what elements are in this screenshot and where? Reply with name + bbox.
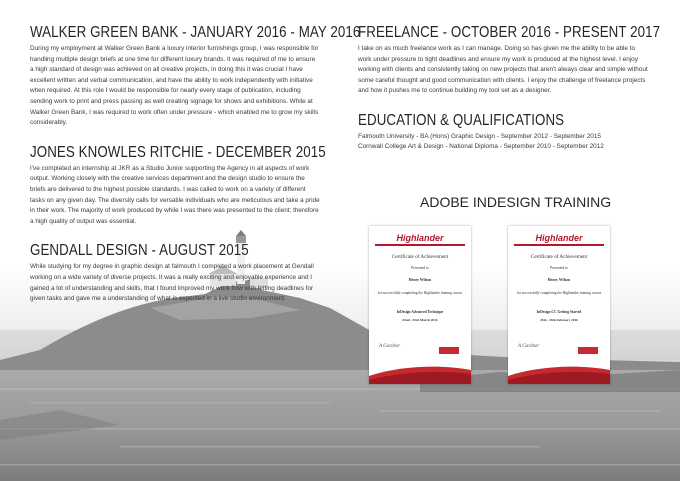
section-freelance xyxy=(358,24,661,97)
highlander-logo: Highlander xyxy=(535,233,583,243)
section-gendall-design xyxy=(30,242,320,304)
red-swoosh-decoration xyxy=(369,362,471,384)
course-name: InDesign Advanced Technique xyxy=(396,310,444,314)
education-item: Falmouth University - BA (Hons) Graphic Design - September 2012 - September 2015 xyxy=(358,132,601,140)
education-item: Cornwall College Art & Design - National Diploma - September 2010 - September 2012 xyxy=(358,143,604,151)
highlander-logo: Highlander xyxy=(396,233,444,243)
completion-text: for successfully completing the Highlander training course xyxy=(516,291,602,295)
accreditation-stamp xyxy=(439,347,459,354)
signature: A Gardner xyxy=(518,344,540,349)
logo-underline xyxy=(514,244,604,246)
course-date: 02nd - 03rd March 2016 xyxy=(402,318,438,322)
section-education xyxy=(358,112,650,153)
certificate-advanced xyxy=(369,226,471,384)
section-title: GENDALL DESIGN - AUGUST 2015 xyxy=(30,242,249,260)
left-column xyxy=(30,24,361,320)
section-body: I've completed an internship at JKR as a Studio Junior supporting the Agency in all aspects of work output. Working closely with the creative services department and the design studio to ensure the briefs are delivered to the highest possible standards. I was called to work on a variety of different tasks on any given day. The diversity calls for versatile individuals who are meticulous and take a pride in their work. The majority of work produced by while I was there was presented to the client; therefore a high quality of output was essential. xyxy=(30,164,320,225)
accreditation-stamp xyxy=(578,347,598,354)
course-date: 25th - 26th February 2016 xyxy=(540,318,578,322)
presented-to: Presented to xyxy=(550,266,568,270)
right-column xyxy=(358,24,661,168)
section-title: JONES KNOWLES RITCHIE - DECEMBER 2015 xyxy=(30,143,326,161)
signature: A Gardner xyxy=(379,344,401,349)
education-list xyxy=(358,132,650,153)
training-title: ADOBE INDESIGN TRAINING xyxy=(420,194,612,210)
recipient-name: Henry Wilson xyxy=(408,278,432,282)
section-title: WALKER GREEN BANK - JANUARY 2016 - MAY 2016 xyxy=(30,24,361,41)
section-body: During my employment at Walker Green Bank a luxury interior furnishings group, I was responsible for handling multiple design briefs at one time for different luxury brands. It was required of me to ensure a high standard of design was achieved on all creative projects, in doing this it was crucial I have excellent written and verbal communication, and have the ability to work independently with initiative when required. At this role I would be responsible for nearly every stage of publication, including sending work to print and press passing as well creating signage for shows and exhibitions. While at Walker Green Bank, I was required to work often under pressure - which enabled me to grow my skills considerably. xyxy=(30,45,319,127)
logo-underline xyxy=(375,244,465,246)
section-body: I take on as much freelance work as I can manage. Doing so has given me the ability to be able to work under pressure to tight deadlines and ensure my work is produced at the highest level. I enjoy working with clients and consistently taking on new projects that aren't always clear and simple without some careful thought and good communication with clients. I enjoy the challenge of freelance projects and how it pushes me to continue building my tool set as a designer. xyxy=(358,45,648,95)
section-walker-green-bank xyxy=(30,24,361,129)
section-body: While studying for my degree in graphic design at falmouth I completed a work placement at Gendall working on a wide variety of diverse projects. It was a really exciting and enjoyable experience and I gained a lot of understanding and skills, that I found improved my work flow with hitting deadlines for given tasks and gave me a understanding of what is expected in a live studio environment. xyxy=(30,263,314,303)
course-name: InDesign CC Getting Started xyxy=(536,310,582,314)
certificate-heading: Certificate of Achievement xyxy=(391,254,449,260)
section-title: FREELANCE - OCTOBER 2016 - PRESENT 2017 xyxy=(358,24,661,41)
recipient-name: Henry Wilson xyxy=(547,278,571,282)
presented-to: Presented to xyxy=(411,266,429,270)
certificate-getting-started xyxy=(508,226,610,384)
section-title: EDUCATION & QUALIFICATIONS xyxy=(358,111,565,129)
completion-text: for successfully completing the Highlander training course xyxy=(377,291,463,295)
section-jones-knowles-ritchie xyxy=(30,143,326,228)
red-swoosh-decoration xyxy=(508,362,610,384)
certificate-heading: Certificate of Achievement xyxy=(530,254,588,260)
